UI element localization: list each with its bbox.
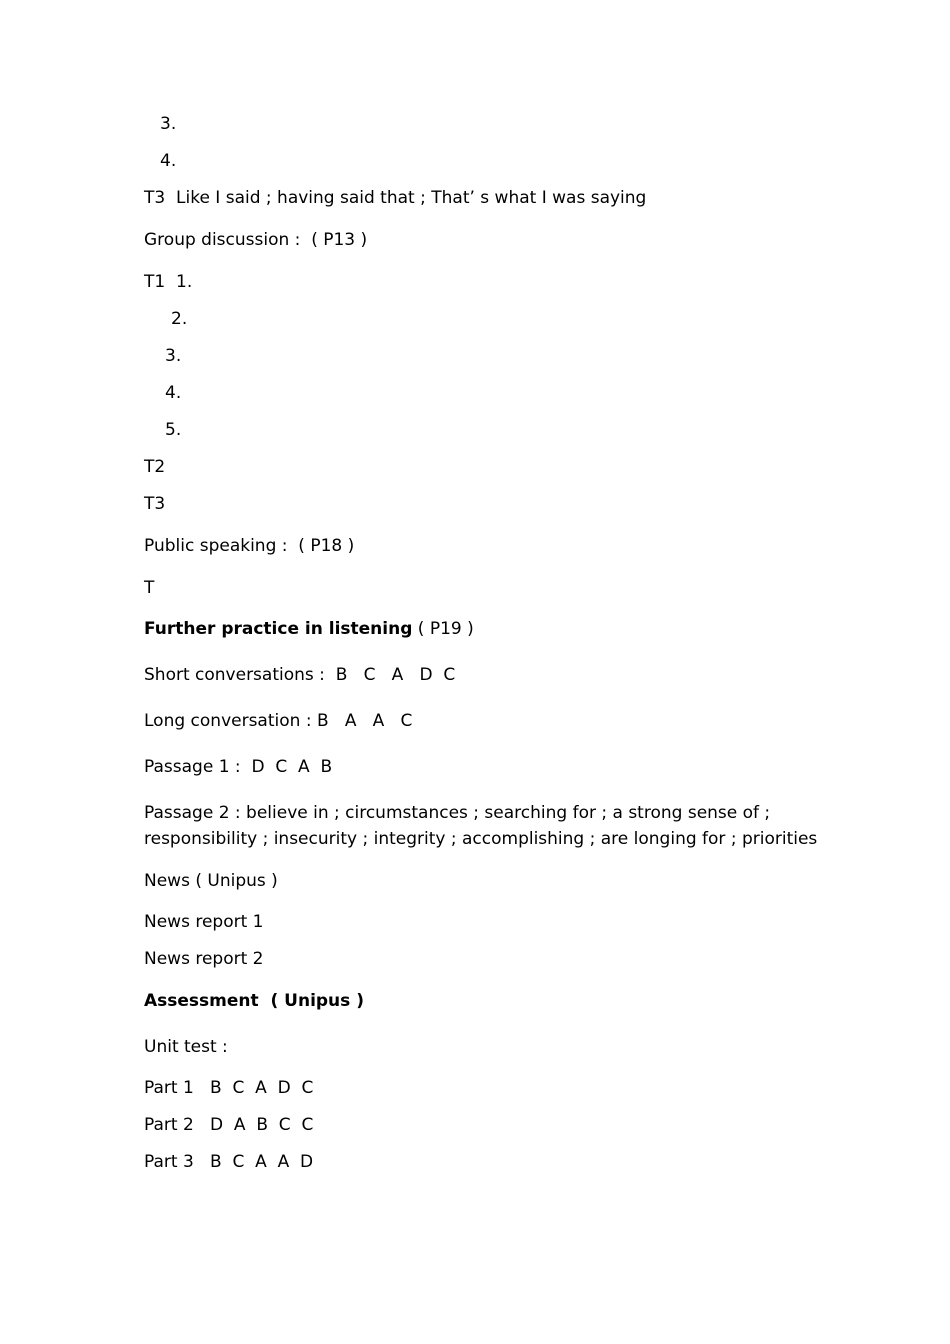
- t-label: T: [144, 578, 155, 598]
- further-practice-page: ( P19 ): [412, 619, 474, 639]
- further-practice-heading: [144, 616, 474, 642]
- item-4: 4.: [160, 151, 177, 171]
- passage-2-answers-line-1: Passage 2 : believe in ; circumstances ; searching for ; a strong sense of ;: [144, 803, 771, 823]
- part-1-answers: Part 1 B C A D C: [144, 1078, 314, 1098]
- t1-item-2: 2.: [171, 309, 188, 329]
- passage-2-answers-line-2: responsibility ; insecurity ; integrity ; accomplishing ; are longing for ; priorities: [144, 829, 818, 849]
- news-heading: News ( Unipus ): [144, 871, 278, 891]
- t3-label: T3: [144, 494, 166, 514]
- item-3: 3.: [160, 114, 177, 134]
- passage-1-answers: Passage 1 : D C A B: [144, 757, 333, 777]
- part-3-answers: Part 3 B C A A D: [144, 1152, 314, 1172]
- t1-item-3: 3.: [165, 346, 182, 366]
- short-conversations-answers: Short conversations : B C A D C: [144, 665, 456, 685]
- t1-item-4: 4.: [165, 383, 182, 403]
- long-conversation-answers: Long conversation : B A A C: [144, 711, 413, 731]
- t1-item-5: 5.: [165, 420, 182, 440]
- further-practice-title: Further practice in listening: [144, 619, 413, 639]
- public-speaking-heading: Public speaking : ( P18 ): [144, 536, 355, 556]
- news-report-1: News report 1: [144, 912, 264, 932]
- unit-test-label: Unit test :: [144, 1037, 228, 1057]
- t1-item-1: T1 1.: [144, 272, 193, 292]
- news-report-2: News report 2: [144, 949, 264, 969]
- assessment-heading: Assessment ( Unipus ): [144, 991, 364, 1011]
- group-discussion-heading: Group discussion : ( P13 ): [144, 230, 368, 250]
- t2-label: T2: [144, 457, 166, 477]
- part-2-answers: Part 2 D A B C C: [144, 1115, 314, 1135]
- t3-phrases: T3 Like I said ; having said that ; That’ s what I was saying: [144, 188, 647, 208]
